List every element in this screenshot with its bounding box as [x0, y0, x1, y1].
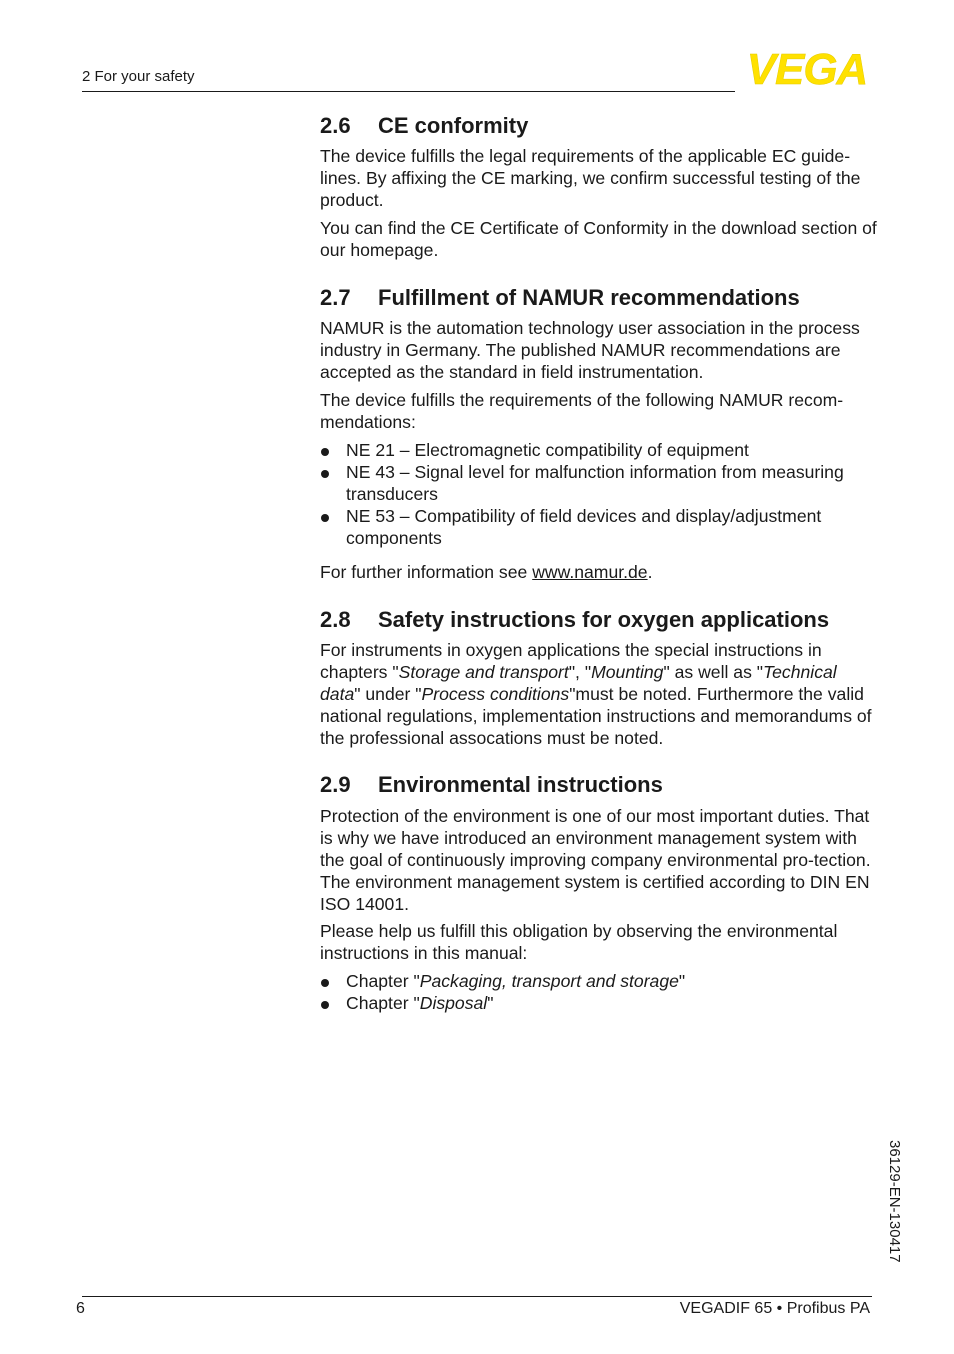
section-heading-2-9	[320, 772, 663, 798]
namur-list	[320, 439, 878, 549]
section-number: 2.7	[320, 285, 351, 310]
chapter-reference: Mounting	[591, 662, 664, 682]
bullet-icon	[321, 514, 329, 522]
list-item	[320, 505, 878, 549]
section-heading-2-6	[320, 113, 528, 139]
list-item	[320, 439, 878, 461]
section-number: 2.6	[320, 113, 351, 138]
list-item-text: NE 21 – Electromagnetic compatibility of equipment	[346, 440, 749, 460]
section-title: Safety instructions for oxygen applications	[378, 607, 830, 632]
list-item	[320, 992, 878, 1014]
section-title: Environmental instructions	[378, 772, 663, 797]
paragraph	[320, 639, 878, 749]
further-info	[320, 561, 878, 583]
namur-link[interactable]: www.namur.de	[532, 562, 648, 582]
section-heading-2-8	[320, 607, 829, 633]
bullet-icon	[321, 470, 329, 478]
text-run: Chapter "	[346, 993, 420, 1013]
footer-rule	[82, 1296, 872, 1297]
chapter-reference: Disposal	[419, 993, 488, 1013]
section-title: CE conformity	[378, 113, 529, 138]
list-item	[320, 970, 878, 992]
text-run: ", "	[568, 662, 592, 682]
paragraph: The device fulfills the legal requirements of the applicable EC guide-lines. By affixing the CE marking, we confirm successful testing of the product.	[320, 146, 861, 210]
list-item	[320, 461, 878, 505]
document-id: 36129-EN-130417	[886, 1140, 903, 1263]
chapter-reference: Process conditions	[421, 684, 570, 704]
header-section-label: 2 For your safety	[82, 68, 195, 85]
paragraph: The device fulfills the requirements of the following NAMUR recom-mendations:	[320, 390, 844, 432]
vega-logo	[740, 48, 874, 88]
bullet-icon	[321, 1001, 329, 1009]
section-number: 2.9	[320, 772, 351, 797]
bullet-icon	[321, 448, 329, 456]
section-number: 2.8	[320, 607, 351, 632]
environment-list	[320, 970, 878, 1014]
text-run: " under "	[354, 684, 422, 704]
further-info-suffix: .	[647, 562, 653, 582]
list-item-text: NE 43 – Signal level for malfunction information from measuring transducers	[346, 462, 844, 504]
logo-text: VEGA	[746, 48, 868, 88]
footer-product: VEGADIF 65 • Profibus PA	[679, 1300, 870, 1317]
text-run: "must be noted. Furthermore the valid national regulations, implementation instructions and memorandums of the professional assocations must be noted.	[320, 684, 872, 748]
bullet-icon	[321, 979, 329, 987]
paragraph: Please help us fulfill this obligation by observing the environmental instructions in this manual:	[320, 921, 838, 963]
section-title: Fulfillment of NAMUR recommendations	[378, 285, 800, 310]
header-rule	[82, 91, 735, 92]
further-info-prefix: For further information see	[320, 562, 533, 582]
chapter-reference: Technical data	[320, 662, 837, 704]
list-item-text: NE 53 – Compatibility of field devices and display/adjustment components	[346, 506, 822, 548]
text-run: " as well as "	[663, 662, 763, 682]
section-heading-2-7	[320, 285, 800, 311]
text-run: "	[487, 993, 494, 1013]
text-run: For instruments in oxygen applications the special instructions in chapters "	[320, 640, 822, 682]
chapter-reference: Packaging, transport and storage	[419, 971, 679, 991]
document-id-vertical	[885, 1140, 905, 1290]
paragraph: You can find the CE Certificate of Conformity in the download section of our homepage.	[320, 218, 877, 260]
page-number: 6	[76, 1300, 85, 1317]
chapter-reference: Storage and transport	[398, 662, 569, 682]
paragraph: NAMUR is the automation technology user association in the process industry in Germany. The published NAMUR recommendations are accepted as the standard in field instrumentation.	[320, 318, 860, 382]
text-run: "	[678, 971, 686, 991]
text-run: Chapter "	[346, 971, 420, 991]
paragraph: Protection of the environment is one of our most important duties. That is why we have introduced an environment management system with the goal of continuously improving company environmental pro-tection. The environment management system is certified according to DIN EN ISO 14001.	[320, 806, 871, 914]
